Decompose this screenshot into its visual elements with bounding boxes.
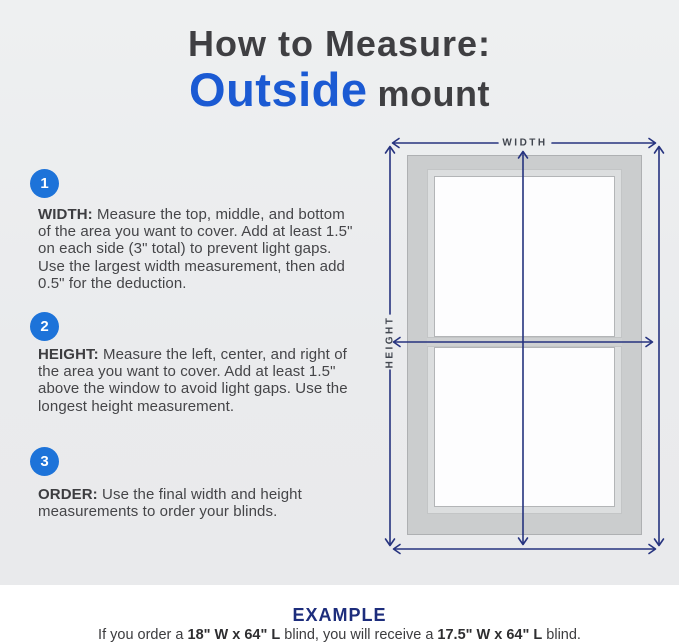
step-2-description: Measure the left, center, and right of the area you want to cover. Add at least 1.5" above the window to avoid light gaps. Use the longest height measurement. <box>38 346 348 415</box>
step-1-description: Measure the top, middle, and bottom of the area you want to cover. Add at least 1.5" on each side (3" total) to prevent light gaps. Use the largest width measurement, then add 0.5" for the deduction. <box>38 206 353 292</box>
step-1-number-badge: 1 <box>30 169 59 198</box>
example-middle: blind, you will receive a <box>280 627 438 643</box>
title-highlight: Outside <box>189 63 368 116</box>
window-inner-frame <box>427 169 622 514</box>
step-1-label: WIDTH: <box>38 206 93 223</box>
step-3-text <box>38 486 360 520</box>
example-suffix: blind. <box>542 627 581 643</box>
step-3-label: ORDER: <box>38 486 98 503</box>
step-2-text <box>38 346 360 415</box>
step-2-number-badge: 2 <box>30 312 59 341</box>
window-meeting-rail <box>427 337 622 347</box>
example-section <box>0 585 679 644</box>
example-prefix: If you order a <box>98 627 188 643</box>
window-pane-top <box>434 176 615 337</box>
step-3-description: Use the final width and height measurements to order your blinds. <box>38 486 302 521</box>
title-line2 <box>0 63 679 126</box>
example-text <box>0 627 679 643</box>
window-frame <box>407 155 642 535</box>
example-received-size: 17.5" W x 64" L <box>437 627 543 643</box>
width-dimension-label: WIDTH <box>502 137 548 149</box>
height-dimension-label: HEIGHT <box>384 315 396 369</box>
window-pane-bottom <box>434 347 615 508</box>
example-ordered-size: 18" W x 64" L <box>187 627 281 643</box>
page-title <box>0 24 679 126</box>
step-3-number-badge: 3 <box>30 447 59 476</box>
step-2-label: HEIGHT: <box>38 346 99 363</box>
step-1-text <box>38 206 360 292</box>
example-heading: EXAMPLE <box>292 605 387 625</box>
title-suffix: mount <box>377 73 490 114</box>
title-line1: How to Measure: <box>187 23 492 64</box>
